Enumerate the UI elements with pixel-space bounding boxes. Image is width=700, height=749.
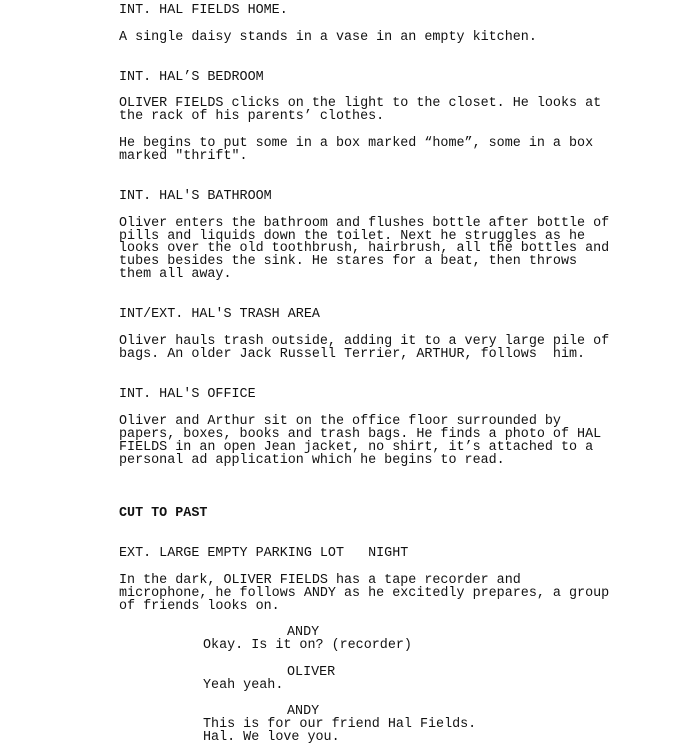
scene-heading: EXT. LARGE EMPTY PARKING LOT NIGHT [119,546,409,561]
action-line: In the dark, OLIVER FIELDS has a tape recorder and [119,573,521,588]
action-line: of friends looks on. [119,599,280,614]
action-line: personal ad application which he begins to read. [119,453,505,468]
scene-heading: INT. HAL’S BEDROOM [119,70,264,85]
action-line: the rack of his parents’ clothes. [119,109,385,124]
scene-heading: INT. HAL FIELDS HOME. [119,3,288,18]
scene-heading: INT. HAL'S BATHROOM [119,189,272,204]
action-line: tubes besides the sink. He stares for a beat, then throws [119,254,578,269]
action-line: microphone, he follows ANDY as he excitedly prepares, a group [119,586,610,601]
action-line: pills and liquids down the toilet. Next he struggles as he [119,229,586,244]
action-line: FIELDS in an open Jean jacket, no shirt, it’s attached to a [119,440,594,455]
action-line: looks over the old toothbrush, hairbrush, all the bottles and [119,241,610,256]
action-line: papers, boxes, books and trash bags. He finds a photo of HAL [119,427,602,442]
action-line: Oliver hauls trash outside, adding it to a very large pile of [119,334,610,349]
action-line: OLIVER FIELDS clicks on the light to the closet. He looks at [119,96,602,111]
action-line: Oliver enters the bathroom and flushes bottle after bottle of [119,216,610,231]
dialogue-line: This is for our friend Hal Fields. [203,717,477,732]
character-name: ANDY [287,625,320,640]
scene-heading: INT/EXT. HAL'S TRASH AREA [119,307,320,322]
character-name: OLIVER [287,665,336,680]
action-line: bags. An older Jack Russell Terrier, ARTHUR, follows him. [119,347,586,362]
dialogue-line: Yeah yeah. [203,678,284,693]
action-line: Oliver and Arthur sit on the office floor surrounded by [119,414,561,429]
action-line: He begins to put some in a box marked “home”, some in a box [119,136,594,151]
action-line: A single daisy stands in a vase in an empty kitchen. [119,30,537,45]
transition: CUT TO PAST [119,506,208,521]
dialogue-line: Okay. Is it on? (recorder) [203,638,412,653]
dialogue-line: Hal. We love you. [203,730,340,745]
action-line: them all away. [119,267,232,282]
scene-heading: INT. HAL'S OFFICE [119,387,256,402]
action-line: marked "thrift". [119,149,248,164]
character-name: ANDY [287,704,320,719]
